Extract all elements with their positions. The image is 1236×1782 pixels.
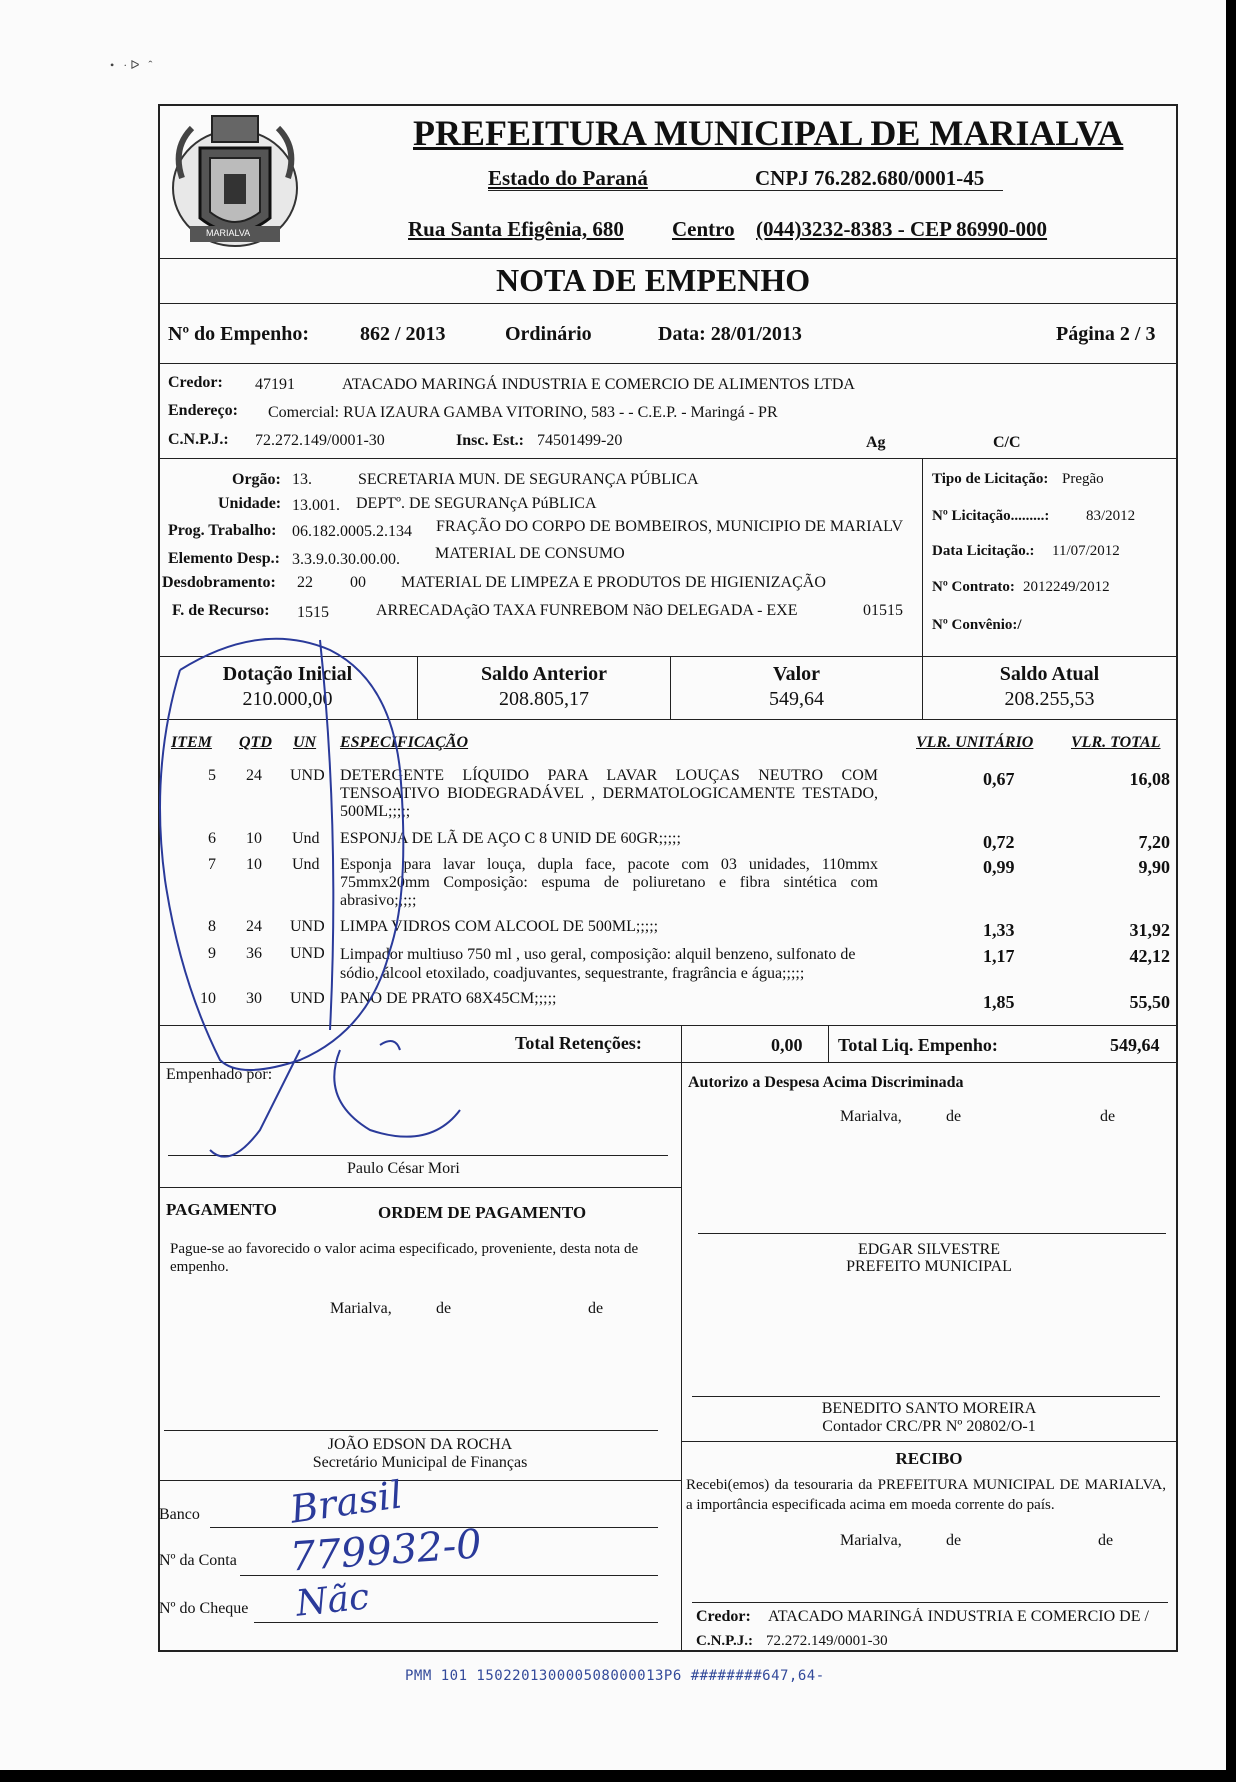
- item-unit: 0,67: [983, 769, 1015, 789]
- item-number: 6: [208, 830, 216, 847]
- item-qtd: 24: [246, 918, 262, 935]
- page-number: Página 2 / 3: [1056, 323, 1156, 345]
- col-un: UN: [293, 734, 317, 751]
- recibo-cnpj-label: C.N.P.J.:: [696, 1633, 753, 1649]
- col-item: ITEM: [171, 734, 212, 751]
- item-qtd: 36: [246, 945, 262, 962]
- municipality-title: PREFEITURA MUNICIPAL DE MARIALVA: [413, 113, 1124, 153]
- prog-name: FRAÇÃO DO CORPO DE BOMBEIROS, MUNICIPIO DE MARIALV: [436, 518, 904, 535]
- autorizo-de2: de: [1100, 1108, 1116, 1125]
- prefeito-name: EDGAR SILVESTRE: [857, 1241, 1001, 1258]
- tipo-licitacao-value: Pregão: [1062, 471, 1104, 487]
- divider: [158, 258, 1178, 259]
- recibo-place: Marialva,: [840, 1532, 902, 1549]
- pagamento-de2: de: [588, 1300, 604, 1317]
- ordem-pagamento-label: ORDEM DE PAGAMENTO: [378, 1203, 587, 1222]
- elemento-label: Elemento Desp.:: [168, 550, 280, 567]
- signature-line: [164, 1430, 658, 1431]
- conta-handwriting: 779932-0: [288, 1521, 484, 1581]
- desdobramento-name: MATERIAL DE LIMPEZA E PRODUTOS DE HIGIENIZAÇÃO: [401, 574, 826, 591]
- secretario-role: Secretário Municipal de Finanças: [312, 1454, 528, 1471]
- state-label: Estado do Paraná: [488, 166, 648, 190]
- scan-specks: • · ᐅ ˆ: [110, 58, 153, 72]
- retencoes-value: 0,00: [771, 1035, 803, 1055]
- empenhado-name: Paulo César Mori: [347, 1160, 460, 1177]
- contrato-value: 2012249/2012: [1023, 579, 1110, 595]
- num-licitacao-value: 83/2012: [1086, 508, 1136, 524]
- item-un: UND: [290, 990, 325, 1007]
- contador-name: BENEDITO SANTO MOREIRA: [821, 1400, 1037, 1417]
- banco-handwriting: Brasil: [287, 1472, 406, 1532]
- elemento-code: 3.3.9.0.30.00.00.: [292, 551, 400, 568]
- footer-code: PMM 101 150220130000508000013P6 ########647,64-: [405, 1668, 825, 1684]
- banco-label: Banco: [159, 1506, 200, 1523]
- scan-border-right: [1226, 0, 1236, 1782]
- item-qtd: 10: [246, 856, 262, 873]
- item-total: 31,92: [1129, 920, 1170, 940]
- credor-label: Credor:: [168, 374, 223, 391]
- insc-label: Insc. Est.:: [456, 432, 525, 449]
- item-desc: PANO DE PRATO 68X45CM;;;;;: [340, 990, 557, 1007]
- contador-role: Contador CRC/PR Nº 20802/O-1: [822, 1418, 1036, 1435]
- valor-label: Valor: [772, 663, 821, 685]
- item-unit: 0,99: [983, 857, 1015, 877]
- autorizo-label: Autorizo a Despesa Acima Discriminada: [688, 1074, 964, 1091]
- recibo-de2: de: [1098, 1532, 1114, 1549]
- handwritten-strokes: [140, 630, 480, 1170]
- item-desc: Limpador multiuso 750 ml , uso geral, composição: alquil benzeno, sulfonato de sódio, álcool etoxilado, coadjuvantes, sequestrante, fragrância e água;;;;;: [340, 946, 856, 982]
- divider: [158, 458, 1178, 459]
- crest-logo: [162, 108, 308, 256]
- total-liq-label: Total Liq. Empenho:: [838, 1035, 998, 1055]
- empenho-label: Nº do Empenho:: [168, 323, 310, 345]
- saldo-anterior-label: Saldo Anterior: [480, 663, 608, 685]
- address-label: Rua Santa Efigênia, 680: [408, 217, 624, 241]
- total-liq-value: 549,64: [1110, 1035, 1160, 1055]
- item-qtd: 10: [246, 830, 262, 847]
- item-total: 7,20: [1138, 832, 1170, 852]
- divider-vertical: [681, 1062, 682, 1652]
- item-total: 55,50: [1129, 992, 1170, 1012]
- orgao-name: SECRETARIA MUN. DE SEGURANÇA PÚBLICA: [358, 471, 699, 488]
- unidade-code: 13.001.: [292, 497, 340, 514]
- col-unit: VLR. UNITÁRIO: [916, 734, 1034, 751]
- credor-code: 47191: [255, 376, 295, 393]
- empenho-number: 862 / 2013: [360, 323, 446, 345]
- recurso-label: F. de Recurso:: [172, 602, 270, 619]
- desdobramento-code: 22: [297, 574, 313, 591]
- saldo-atual-value: 208.255,53: [1004, 688, 1095, 710]
- secretario-name: JOÃO EDSON DA ROCHA: [327, 1436, 513, 1453]
- crest-text: MARIALVA: [206, 228, 251, 238]
- convenio-label: Nº Convênio:/: [932, 617, 1022, 633]
- item-un: Und: [292, 856, 320, 873]
- prog-code: 06.182.0005.2.134: [292, 523, 412, 540]
- recibo-credor-value: ATACADO MARINGÁ INDUSTRIA E COMERCIO DE /: [768, 1608, 1149, 1625]
- credor-cnpj-value: 72.272.149/0001-30: [255, 432, 385, 449]
- item-total: 16,08: [1129, 769, 1170, 789]
- empenhado-label: Empenhado por:: [166, 1066, 273, 1083]
- divider-vertical: [922, 458, 923, 656]
- unidade-label: Unidade:: [218, 495, 282, 512]
- cheque-handwriting: Nãc: [294, 1576, 372, 1625]
- signature-line: [692, 1602, 1168, 1603]
- recibo-cnpj-value: 72.272.149/0001-30: [766, 1633, 888, 1649]
- valor-value: 549,64: [769, 688, 824, 710]
- phone-cep-label: (044)3232-8383 - CEP 86990-000: [756, 217, 1048, 241]
- signature-line: [698, 1233, 1166, 1234]
- saldo-anterior-value: 208.805,17: [499, 688, 589, 710]
- endereco-label: Endereço:: [168, 402, 238, 419]
- pagamento-text: Pague-se ao favorecido o valor acima especificado, proveniente, desta nota de empenho.: [170, 1241, 639, 1275]
- item-unit: 1,85: [983, 992, 1015, 1012]
- unidade-name: DEPTº. DE SEGURANçA PúBLICA: [356, 495, 597, 512]
- recibo-text: Recebi(emos) da tesouraria da PREFEITURA MUNICIPAL DE MARIALVA, a importância especificada acima em moeda corrente do país.: [686, 1477, 1166, 1513]
- col-total: VLR. TOTAL: [1071, 734, 1161, 751]
- num-licitacao-label: Nº Licitação.........:: [932, 508, 1050, 524]
- divider: [681, 1441, 1178, 1442]
- pagamento-place: Marialva,: [330, 1300, 392, 1317]
- signature-line: [692, 1396, 1160, 1397]
- item-un: UND: [290, 918, 325, 935]
- insc-value: 74501499-20: [537, 432, 623, 449]
- item-total: 42,12: [1129, 946, 1170, 966]
- saldo-atual-label: Saldo Atual: [999, 663, 1100, 685]
- pagamento-label: PAGAMENTO: [166, 1200, 277, 1219]
- prog-label: Prog. Trabalho:: [168, 522, 277, 539]
- orgao-label: Orgão:: [232, 471, 281, 488]
- item-unit: 1,17: [983, 946, 1015, 966]
- elemento-name: MATERIAL DE CONSUMO: [435, 545, 625, 562]
- col-qtd: QTD: [239, 734, 272, 751]
- item-un: UND: [290, 767, 325, 784]
- item-number: 7: [208, 856, 216, 873]
- item-number: 9: [208, 945, 216, 962]
- item-desc: Esponja para lavar louça, dupla face, pacote com 03 unidades, 110mmx 75mmx20mm Composição: espuma de poliuretano e fibra sintética com abrasivo;;;;;: [340, 856, 878, 909]
- divider: [158, 1480, 681, 1481]
- item-un: UND: [290, 945, 325, 962]
- col-espec: ESPECIFICAÇÃO: [340, 734, 469, 751]
- cc-label: C/C: [993, 434, 1021, 451]
- divider: [158, 303, 1178, 304]
- data-licitacao-label: Data Licitação.:: [932, 543, 1035, 559]
- item-desc: ESPONJA DE LÃ DE AÇO C 8 UNID DE 60GR;;;;;: [340, 830, 681, 847]
- recurso-code: 1515: [297, 604, 329, 621]
- item-unit: 0,72: [983, 832, 1015, 852]
- ag-label: Ag: [866, 434, 886, 451]
- doc-title: NOTA DE EMPENHO: [496, 262, 811, 298]
- recibo-credor-label: Credor:: [696, 1608, 751, 1625]
- credor-name: ATACADO MARINGÁ INDUSTRIA E COMERCIO DE ALIMENTOS LTDA: [342, 376, 855, 393]
- retencoes-label: Total Retenções:: [515, 1033, 642, 1053]
- tipo-licitacao-label: Tipo de Licitação:: [932, 471, 1049, 487]
- cheque-label: Nº do Cheque: [159, 1600, 249, 1617]
- item-un: Und: [292, 830, 320, 847]
- item-total: 9,90: [1138, 857, 1170, 877]
- dotacao-label: Dotação Inicial: [222, 663, 353, 685]
- autorizo-de1: de: [946, 1108, 962, 1125]
- divider-vertical: [681, 1025, 682, 1062]
- conta-label: Nº da Conta: [159, 1552, 237, 1569]
- item-unit: 1,33: [983, 920, 1015, 940]
- data-licitacao-value: 11/07/2012: [1052, 543, 1120, 559]
- prefeito-role: PREFEITO MUNICIPAL: [846, 1258, 1012, 1275]
- pagamento-de1: de: [436, 1300, 452, 1317]
- endereco-value: Comercial: RUA IZAURA GAMBA VITORINO, 583 - - C.E.P. - Maringá - PR: [268, 404, 778, 421]
- autorizo-place: Marialva,: [840, 1108, 902, 1125]
- divider: [158, 363, 1178, 364]
- desdobramento-sub: 00: [350, 574, 366, 591]
- recibo-de1: de: [946, 1532, 962, 1549]
- scan-border-bottom: [0, 1770, 1236, 1782]
- item-desc: DETERGENTE LÍQUIDO PARA LAVAR LOUÇAS NEUTRO COM TENSOATIVO BIODEGRADÁVEL , DERMATOLOGICAMENTE TESTADO, 500ML;;;;;: [340, 767, 878, 820]
- cnpj-label: CNPJ 76.282.680/0001-45: [755, 166, 985, 190]
- recurso-number: 01515: [863, 602, 903, 619]
- recurso-name: ARRECADAçãO TAXA FUNREBOM NãO DELEGADA - EXE: [376, 602, 798, 619]
- district-label: Centro: [672, 217, 735, 241]
- item-number: 10: [200, 990, 216, 1007]
- item-qtd: 24: [246, 767, 262, 784]
- desdobramento-label: Desdobramento:: [162, 574, 276, 591]
- item-number: 5: [208, 767, 216, 784]
- divider-vertical: [828, 1025, 829, 1062]
- item-qtd: 30: [246, 990, 262, 1007]
- recibo-label: RECIBO: [895, 1449, 963, 1468]
- empenho-type: Ordinário: [505, 323, 592, 345]
- orgao-code: 13.: [292, 471, 312, 488]
- dotacao-value: 210.000,00: [242, 688, 333, 710]
- divider: [158, 1187, 681, 1188]
- item-number: 8: [208, 918, 216, 935]
- credor-cnpj-label: C.N.P.J.:: [168, 431, 229, 448]
- empenho-date: Data: 28/01/2013: [658, 323, 802, 345]
- contrato-label: Nº Contrato:: [932, 579, 1015, 595]
- item-desc: LIMPA VIDROS COM ALCOOL DE 500ML;;;;;: [340, 918, 659, 935]
